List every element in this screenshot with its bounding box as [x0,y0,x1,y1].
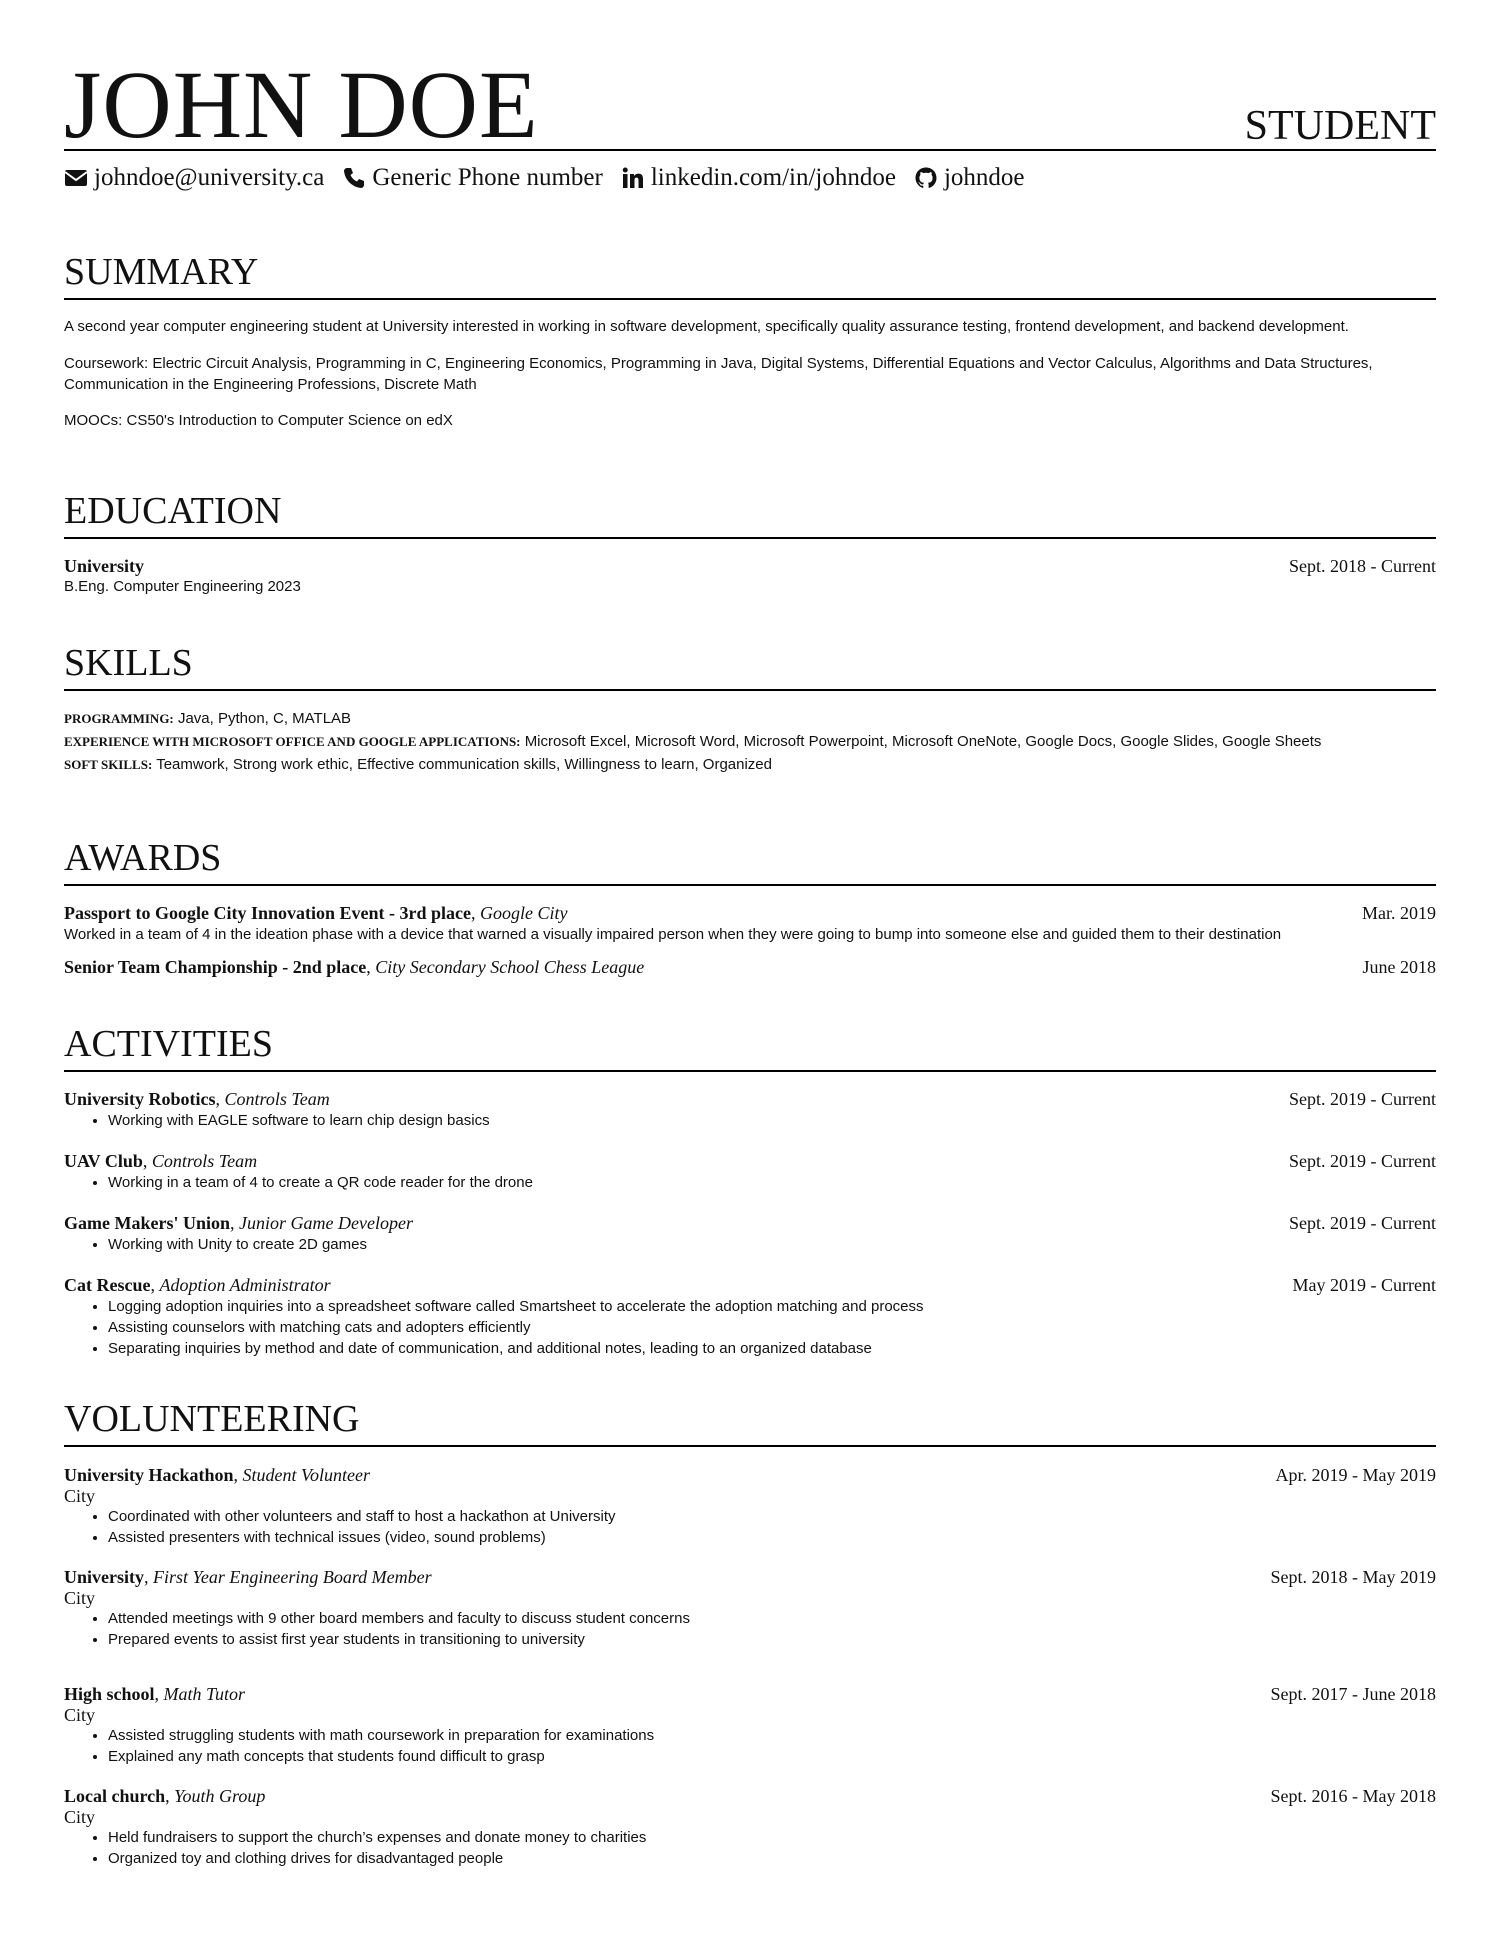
activity-name: University Robotics [64,1089,216,1109]
award-name: Senior Team Championship - 2nd place [64,957,367,977]
volunteer-entry: University, First Year Engineering Board Member Sept. 2018 - May 2019 City • Attended meetings with 9 other board members and faculty to discuss student concerns • Prepared events to assist first year students in transitioning to university [64,1566,1436,1650]
section-title: SUMMARY [64,250,1436,300]
skill-label: PROGRAMMING: [64,711,174,726]
candidate-role: STUDENT [1244,103,1436,149]
education-section [64,489,1436,596]
activity-bullet: • Working in a team of 4 to create a QR code reader for the drone [108,1172,1436,1193]
section-title: AWARDS [64,836,1436,886]
volunteer-entry: High school, Math Tutor Sept. 2017 - June 2018 City • Assisted struggling students with math coursework in preparation for examinations • Explained any math concepts that students found difficult to grasp [64,1683,1436,1767]
volunteer-entry: Local church, Youth Group Sept. 2016 - May 2018 City • Held fundraisers to support the church’s expenses and donate money to charities • Organized toy and clothing drives for disadvantaged people [64,1785,1436,1869]
activity-bullet: • Separating inquiries by method and date of communication, and additional notes, leading to an organized database [108,1338,1436,1359]
activity-date: Sept. 2019 - Current [1289,1213,1436,1233]
volunteer-date: Sept. 2018 - May 2019 [1270,1567,1436,1587]
resume-header [64,51,1436,158]
activity-entry: Cat Rescue, Adoption Administrator May 2019 - Current • Logging adoption inquiries into a spreadsheet software called Smartsheet to accelerate the adoption matching and process • Assisting counselors with matching cats and adopters efficiently • Separating inquiries by method and date of communication, and additional notes, leading to an organized database [64,1274,1436,1359]
volunteer-bullet: • Assisted presenters with technical issues (video, sound problems) [108,1527,1436,1548]
education-degree: B.Eng. Computer Engineering 2023 [64,578,301,595]
volunteering-section [64,1397,1436,1869]
skill-value: Teamwork, Strong work ethic, Effective communication skills, Willingness to learn, Organized [156,756,772,773]
volunteer-bullet: • Coordinated with other volunteers and staff to host a hackathon at University [108,1506,1436,1527]
volunteer-bullet: • Attended meetings with 9 other board members and faculty to discuss student concerns [108,1608,1436,1629]
summary-paragraph: A second year computer engineering student at University interested in working in software development, specifically quality assurance testing, frontend development, and backend development. [64,318,1349,335]
activity-bullet: • Working with Unity to create 2D games [108,1234,1436,1255]
activity-name: Cat Rescue [64,1275,151,1295]
awards-section [64,836,1436,978]
section-title: EDUCATION [64,489,1436,539]
section-title: VOLUNTEERING [64,1397,1436,1447]
activities-section [64,1022,1436,1359]
activity-role: Adoption Administrator [159,1275,331,1295]
award-entry: Senior Team Championship - 2nd place, City Secondary School Chess League June 2018 [64,957,1436,977]
volunteer-bullet: • Held fundraisers to support the church’s expenses and donate money to charities [108,1827,1436,1848]
volunteer-date: Sept. 2016 - May 2018 [1270,1786,1436,1806]
education-date: Sept. 2018 - Current [1289,556,1436,576]
contact-phone-text: Generic Phone number [372,164,603,191]
volunteer-city: City [64,1705,96,1725]
award-org: City Secondary School Chess League [375,957,645,977]
envelope-icon [64,166,88,190]
contact-github-text: johndoe [943,164,1025,191]
section-title: ACTIVITIES [64,1022,1436,1072]
volunteer-entry: University Hackathon, Student Volunteer Apr. 2019 - May 2019 City • Coordinated with other volunteers and staff to host a hackathon at University • Assisted presenters with technical issues (video, sound problems) [64,1464,1436,1548]
skill-row [64,753,1436,776]
contact-linkedin-text: linkedin.com/in/johndoe [650,164,896,191]
volunteer-org: University [64,1567,144,1587]
coursework-paragraph: Coursework: Electric Circuit Analysis, Programming in C, Engineering Economics, Programming in Java, Digital Systems, Differential Equations and Vector Calculus, Algorithms and Data Structures, Communication in the Engineering Professions, Discrete Math [64,355,1373,393]
award-date: Mar. 2019 [1362,903,1436,923]
volunteer-role: Student Volunteer [242,1465,370,1485]
activity-role: Controls Team [151,1151,258,1171]
resume-page [64,51,1436,1867]
skill-value: Java, Python, C, MATLAB [177,710,352,727]
activity-role: Junior Game Developer [239,1213,413,1233]
activity-entry: University Robotics, Controls Team Sept. 2019 - Current • Working with EAGLE software to learn chip design basics [64,1088,1436,1131]
volunteer-role: Math Tutor [163,1684,246,1704]
skill-value: Microsoft Excel, Microsoft Word, Microsoft Powerpoint, Microsoft OneNote, Google Docs, Google Slides, Google Sheets [524,733,1322,750]
contact-github[interactable] [914,164,1025,192]
volunteer-bullet: • Prepared events to assist first year students in transitioning to university [108,1629,1436,1650]
activity-date: Sept. 2019 - Current [1289,1151,1436,1171]
contact-linkedin[interactable] [621,164,896,192]
activity-date: May 2019 - Current [1292,1275,1436,1295]
education-entry [64,555,1436,577]
phone-icon [342,166,366,190]
volunteer-date: Apr. 2019 - May 2019 [1275,1465,1436,1485]
volunteer-date: Sept. 2017 - June 2018 [1270,1684,1436,1704]
linkedin-icon [621,166,645,190]
activity-bullet: • Logging adoption inquiries into a spreadsheet software called Smartsheet to accelerate the adoption matching and process [108,1296,1436,1317]
volunteer-bullet: • Assisted struggling students with math coursework in preparation for examinations [108,1725,1436,1746]
activity-bullet: • Assisting counselors with matching cats and adopters efficiently [108,1317,1436,1338]
skill-row [64,730,1436,753]
skills-section [64,641,1436,776]
education-school: University [64,556,144,576]
volunteer-bullet: • Organized toy and clothing drives for disadvantaged people [108,1848,1436,1869]
activity-entry: Game Makers' Union, Junior Game Developer Sept. 2019 - Current • Working with Unity to create 2D games [64,1212,1436,1255]
award-org: Google City [480,903,568,923]
volunteer-org: University Hackathon [64,1465,234,1485]
moocs-paragraph: MOOCs: CS50's Introduction to Computer Science on edX [64,412,453,429]
section-title: SKILLS [64,641,1436,691]
volunteer-city: City [64,1486,96,1506]
activity-bullet: • Working with EAGLE software to learn chip design basics [108,1110,1436,1131]
award-entry: Passport to Google City Innovation Event - 3rd place, Google City Mar. 2019 [64,903,1436,923]
award-description: Worked in a team of 4 in the ideation phase with a device that warned a visually impaired person when they were going to bump into someone else and guided them to their destination [64,926,1282,943]
activity-name: UAV Club [64,1151,143,1171]
activity-name: Game Makers' Union [64,1213,230,1233]
contact-bar [64,163,1436,193]
skill-label: SOFT SKILLS: [64,757,153,772]
activity-role: Controls Team [224,1089,330,1109]
contact-email[interactable] [64,164,324,192]
award-name: Passport to Google City Innovation Event - 3rd place [64,903,471,923]
skill-label: EXPERIENCE WITH MICROSOFT OFFICE AND GOOGLE APPLICATIONS: [64,734,521,749]
volunteer-role: First Year Engineering Board Member [153,1567,432,1587]
activity-date: Sept. 2019 - Current [1289,1089,1436,1109]
volunteer-org: Local church [64,1786,166,1806]
summary-section [64,250,1436,431]
award-date: June 2018 [1362,957,1436,977]
activity-entry: UAV Club, Controls Team Sept. 2019 - Current • Working in a team of 4 to create a QR code reader for the drone [64,1150,1436,1193]
volunteer-role: Youth Group [174,1786,266,1806]
volunteer-city: City [64,1807,96,1827]
volunteer-bullet: • Explained any math concepts that students found difficult to grasp [108,1746,1436,1767]
contact-phone[interactable] [342,164,602,192]
contact-email-text: johndoe@university.ca [94,164,325,191]
volunteer-city: City [64,1588,96,1608]
volunteer-org: High school [64,1684,155,1704]
skill-row [64,707,1436,730]
github-icon [914,166,938,190]
candidate-name: JOHN DOE [64,51,539,158]
